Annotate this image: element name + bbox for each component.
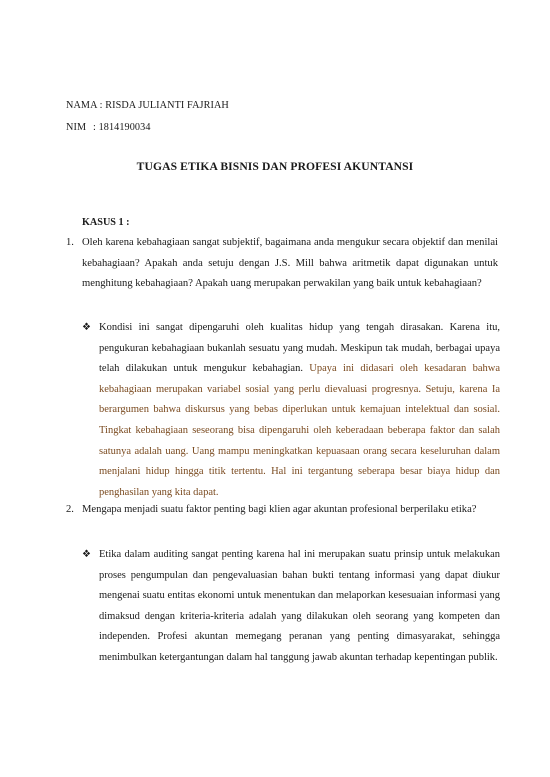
nim-label: NIM [66,122,87,133]
answer-plain-text: Kondisi ini sangat dipengaruhi oleh kualitas hidup yang tengah dirasakan. Karena itu, pengukuran kebahagiaan bukanlah sesuatu yang mudah. Meskipun tak mudah, berbagai upaya telah dilakukan untuk mengukur kebahagian. [99,322,500,375]
question-2 [66,500,498,521]
question-number: 2. [66,504,74,515]
answer-highlighted-text: Upaya ini didasari oleh kesadaran bahwa kebahagiaan merupakan variabel sosial yang perlu dievaluasi progresnya. Setuju, karena Ia berargumen bahwa diskursus yang bebas diperlukan untuk kemajuan intelektual dan sosial. Tingkat kebahagiaan seseorang bisa dipengaruhi oleh keberadaan beberapa faktor dan salah satunya adalah uang. Uang mampu meningkatkan kepuasaan orang secara keseluruhan dalam menjalani hidup hingga titik tertentu. Hal ini tergantung seberapa besar biaya hidup dan penghasilan yang kita dapat. [99,363,500,498]
question-number: 1. [66,237,74,248]
answer-2 [82,545,500,669]
answer-text [99,318,500,503]
question-1 [66,233,498,295]
diamond-bullet-icon: ❖ [82,322,91,333]
question-text: Oleh karena kebahagiaan sangat subjektif, bagaimana anda mengukur secara objektif dan menilai kebahagiaan? Apakah anda setuju dengan J.S. Mill bahwa aritmetik dapat digunakan untuk menghitung kebahagiaan? Apakah uang merupakan perwakilan yang baik untuk kebahagiaan? [82,237,498,290]
page-title: TUGAS ETIKA BISNIS DAN PROFESI AKUNTANSI [136,160,414,173]
diamond-bullet-icon: ❖ [82,549,91,560]
answer-text: Etika dalam auditing sangat penting karena hal ini merupakan suatu prinsip untuk melakukan proses pengumpulan dan pengevaluasian bahan bukti tentang informasi yang dapat diukur mengenai suatu entitas ekonomi untuk menentukan dan melaporkan kesesuaian informasi yang dimaksud dengan kriteria-kriteria adalah yang dilakukan oleh seorang yang kompeten dan independen. Profesi akuntan memegang peranan yang penting dimasyarakat, sehingga menimbulkan ketergantungan dalam hal tanggung jawab akuntan terhadap kepentingan publik. [99,549,500,663]
student-name: NAMA : RISDA JULIANTI FAJRIAH [66,100,229,111]
answer-1 [82,318,500,503]
case-label: KASUS 1 : [82,217,130,228]
student-nim [66,122,151,133]
question-text: Mengapa menjadi suatu faktor penting bagi klien agar akuntan profesional berperilaku etika? [82,504,477,515]
nim-value: : 1814190034 [93,122,151,133]
